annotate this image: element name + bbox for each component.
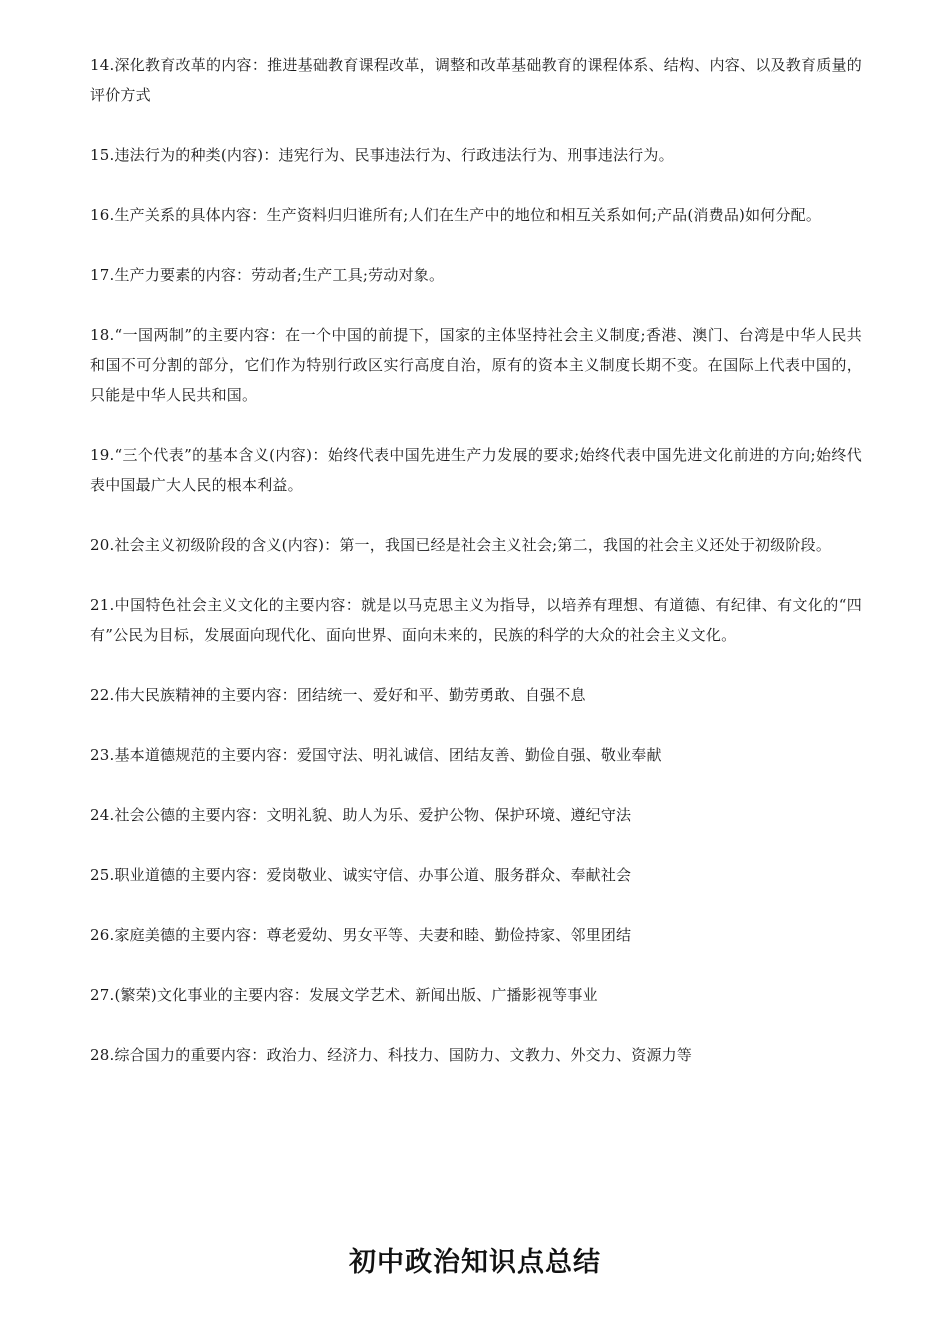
item-26: 26.家庭美德的主要内容：尊老爱幼、男女平等、夫妻和睦、勤俭持家、邻里团结 [90, 926, 632, 944]
item-20: 20.社会主义初级阶段的含义(内容)：第一，我国已经是社会主义社会;第二，我国的社会主义还处于初级阶段。 [90, 536, 832, 554]
item-17: 17.生产力要素的内容：劳动者;生产工具;劳动对象。 [90, 266, 445, 284]
item-15: 15.违法行为的种类(内容)：违宪行为、民事违法行为、行政违法行为、刑事违法行为。 [90, 146, 674, 164]
document-body [90, 50, 862, 1100]
item-14: 14.深化教育改革的内容：推进基础教育课程改革，调整和改革基础教育的课程体系、结构、内容、以及教育质量的评价方式 [90, 56, 862, 104]
item-25: 25.职业道德的主要内容：爱岗敬业、诚实守信、办事公道、服务群众、奉献社会 [90, 866, 632, 884]
item-21: 21.中国特色社会主义文化的主要内容：就是以马克思主义为指导，以培养有理想、有道德、有纪律、有文化的“四有”公民为目标，发展面向现代化、面向世界、面向未来的，民族的科学的大众的社会主义文化。 [90, 596, 862, 644]
item-16: 16.生产关系的具体内容：生产资料归归谁所有;人们在生产中的地位和相互关系如何;产品(消费品)如何分配。 [90, 206, 822, 224]
item-24: 24.社会公德的主要内容：文明礼貌、助人为乐、爱护公物、保护环境、遵纪守法 [90, 806, 632, 824]
item-27: 27.(繁荣)文化事业的主要内容：发展文学艺术、新闻出版、广播影视等事业 [90, 986, 598, 1004]
item-19: 19.“三个代表”的基本含义(内容)：始终代表中国先进生产力发展的要求;始终代表中国先进文化前进的方向;始终代表中国最广大人民的根本利益。 [90, 446, 862, 494]
item-18: 18.“一国两制”的主要内容：在一个中国的前提下，国家的主体坚持社会主义制度;香港、澳门、台湾是中华人民共和国不可分割的部分，它们作为特别行政区实行高度自治，原有的资本主义制度长期不变。在国际上代表中国的，只能是中华人民共和国。 [90, 326, 862, 404]
item-28: 28.综合国力的重要内容：政治力、经济力、科技力、国防力、文教力、外交力、资源力等 [90, 1046, 693, 1064]
page-title: 初中政治知识点总结 [349, 1247, 601, 1278]
item-22: 22.伟大民族精神的主要内容：团结统一、爱好和平、勤劳勇敢、自强不息 [90, 686, 586, 704]
item-23: 23.基本道德规范的主要内容：爱国守法、明礼诚信、团结友善、勤俭自强、敬业奉献 [90, 746, 662, 764]
